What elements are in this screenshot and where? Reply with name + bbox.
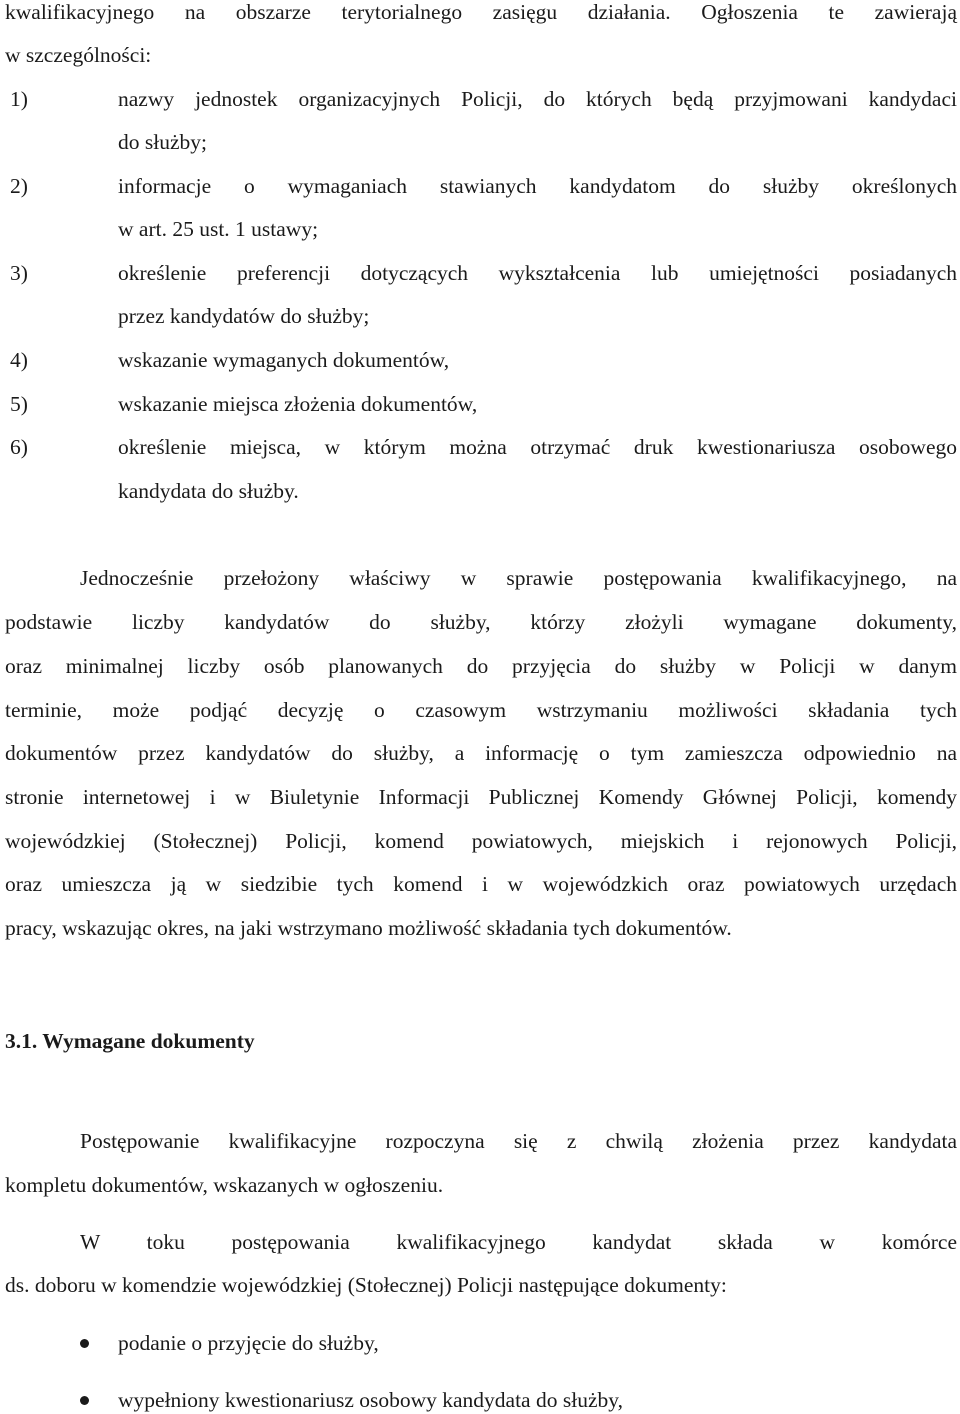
paragraph-line: W toku postępowania kwalifikacyjnego kandydat składa w komórce [80, 1230, 957, 1254]
list-item-text-cont: kandydata do służby. [118, 479, 299, 503]
list-item-text: określenie preferencji dotyczących wykształcenia lub umiejętności posiadanych [118, 261, 957, 285]
intro-line-2: w szczególności: [5, 43, 152, 67]
bullet-text: podanie o przyjęcie do służby, [118, 1331, 379, 1355]
list-item-text-cont: przez kandydatów do służby; [118, 304, 370, 328]
list-item-number: 6) [10, 435, 28, 459]
list-item-text-cont: w art. 25 ust. 1 ustawy; [118, 217, 319, 241]
paragraph-line: oraz umieszcza ją w siedzibie tych komend i w wojewódzkich oraz powiatowych urzędach [5, 872, 957, 896]
list-item-number: 2) [10, 174, 28, 198]
bullet-text: wypełniony kwestionariusz osobowy kandydata do służby, [118, 1388, 623, 1412]
list-item-text: określenie miejsca, w którym można otrzymać druk kwestionariusza osobowego [118, 435, 957, 459]
paragraph-line: podstawie liczby kandydatów do służby, którzy złożyli wymagane dokumenty, [5, 610, 957, 634]
list-item-text: wskazanie wymaganych dokumentów, [118, 348, 450, 372]
list-item-number: 3) [10, 261, 28, 285]
paragraph-line: terminie, może podjąć decyzję o czasowym wstrzymaniu możliwości składania tych [5, 698, 957, 722]
list-item-text: nazwy jednostek organizacyjnych Policji, do których będą przyjmowani kandydaci [118, 87, 957, 111]
list-item-number: 4) [10, 348, 28, 372]
paragraph-line: wojewódzkiej (Stołecznej) Policji, komend powiatowych, miejskich i rejonowych Policji, [5, 829, 957, 853]
list-item-text-cont: do służby; [118, 130, 207, 154]
bullet-icon [80, 1339, 89, 1348]
list-item-number: 5) [10, 392, 28, 416]
list-item-number: 1) [10, 87, 28, 111]
paragraph-line: pracy, wskazując okres, na jaki wstrzymano możliwość składania tych dokumentów. [5, 916, 732, 940]
paragraph-line: dokumentów przez kandydatów do służby, a informację o tym zamieszcza odpowiednio na [5, 741, 957, 765]
paragraph-line: stronie internetowej i w Biuletynie Informacji Publicznej Komendy Głównej Policji, komendy [5, 785, 957, 809]
paragraph-line: oraz minimalnej liczby osób planowanych do przyjęcia do służby w Policji w danym [5, 654, 957, 678]
paragraph-line: Jednocześnie przełożony właściwy w sprawie postępowania kwalifikacyjnego, na [80, 566, 957, 590]
bullet-icon [80, 1396, 89, 1405]
list-item-text: informacje o wymaganiach stawianych kandydatom do służby określonych [118, 174, 957, 198]
paragraph-line: Postępowanie kwalifikacyjne rozpoczyna się z chwilą złożenia przez kandydata [80, 1129, 957, 1153]
paragraph-line: ds. doboru w komendzie wojewódzkiej (Stołecznej) Policji następujące dokumenty: [5, 1273, 727, 1297]
intro-line-1: kwalifikacyjnego na obszarze terytorialnego zasięgu działania. Ogłoszenia te zawierają [5, 0, 957, 24]
paragraph-line: kompletu dokumentów, wskazanych w ogłoszeniu. [5, 1173, 444, 1197]
list-item-text: wskazanie miejsca złożenia dokumentów, [118, 392, 478, 416]
section-heading: 3.1. Wymagane dokumenty [5, 1029, 255, 1053]
